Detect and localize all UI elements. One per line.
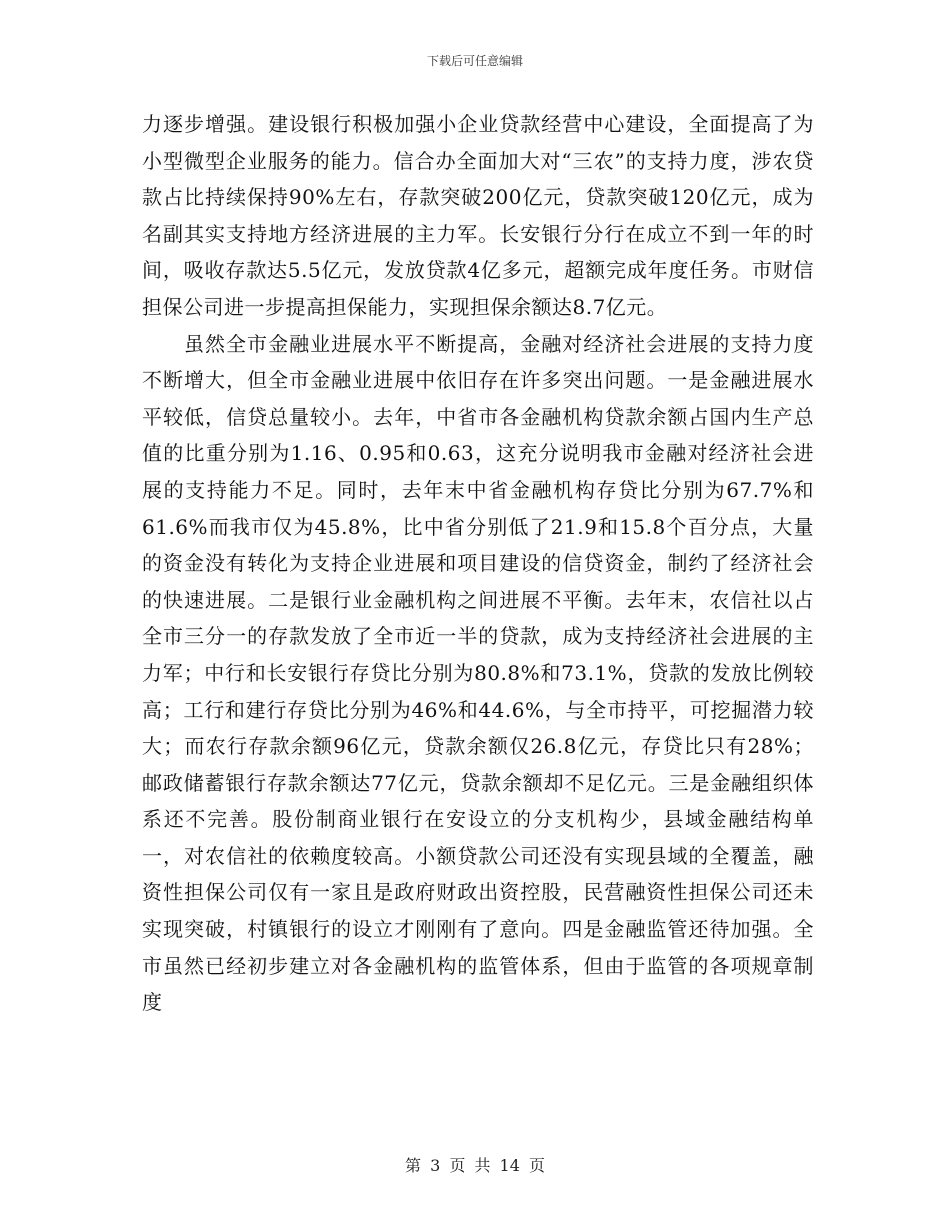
paragraph-1: 力逐步增强。建设银行积极加强小企业贷款经营中心建设，全面提高了为小型微型企业服务的能力。信合办全面加大对“三农”的支持力度，涉农贷款占比持续保持90%左右，存款突破200亿元，贷款突破120亿元，成为名副其实支持地方经济进展的主力军。长安银行分行在成立不到一年的时间，吸收存款达5.5亿元，发放贷款4亿多元，超额完成年度任务。市财信担保公司进一步提高担保能力，实现担保余额达8.7亿元。 — [142, 112, 814, 319]
paragraph-2: 虽然全市金融业进展水平不断提高，金融对经济社会进展的支持力度不断增大，但全市金融业进展中依旧存在许多突出问题。一是金融进展水平较低，信贷总量较小。去年，中省市各金融机构贷款余额占国内生产总值的比重分别为1.16、0.95和0.63，这充分说明我市金融对经济社会进展的支持能力不足。同时，去年末中省金融机构存贷比分别为67.7%和61.6%而我市仅为45.8%，比中省分别低了21.9和15.8个百分点，大量的资金没有转化为支持企业进展和项目建设的信贷资金，制约了经济社会的快速进展。二是银行业金融机构之间进展不平衡。去年末，农信社以占全市三分一的存款发放了全市近一半的贷款，成为支持经济社会进展的主力军；中行和长安银行存贷比分别为80.8%和73.1%，贷款的发放比例较高；工行和建行存贷比分别为46%和44.6%，与全市持平，可挖掘潜力较大；而农行存款余额96亿元，贷款余额仅26.8亿元，存贷比只有28%；邮政储蓄银行存款余额达77亿元，贷款余额却不足亿元。三是金融组织体系还不完善。股份制商业银行在安设立的分支机构少，县域金融结构单一，对农信社的依赖度较高。小额贷款公司还没有实现县域的全覆盖，融资性担保公司仅有一家且是政府财政出资控股，民营融资性担保公司还未实现突破，村镇银行的设立才刚刚有了意向。四是金融监管还待加强。全市虽然已经初步建立对各金融机构的监管体系，但由于监管的各项规章制度 — [142, 331, 814, 1015]
document-body — [142, 106, 814, 1021]
page-header: 下载后可任意编辑 — [426, 54, 523, 68]
page-footer: 第 3 页 共 14 页 — [405, 1156, 545, 1175]
